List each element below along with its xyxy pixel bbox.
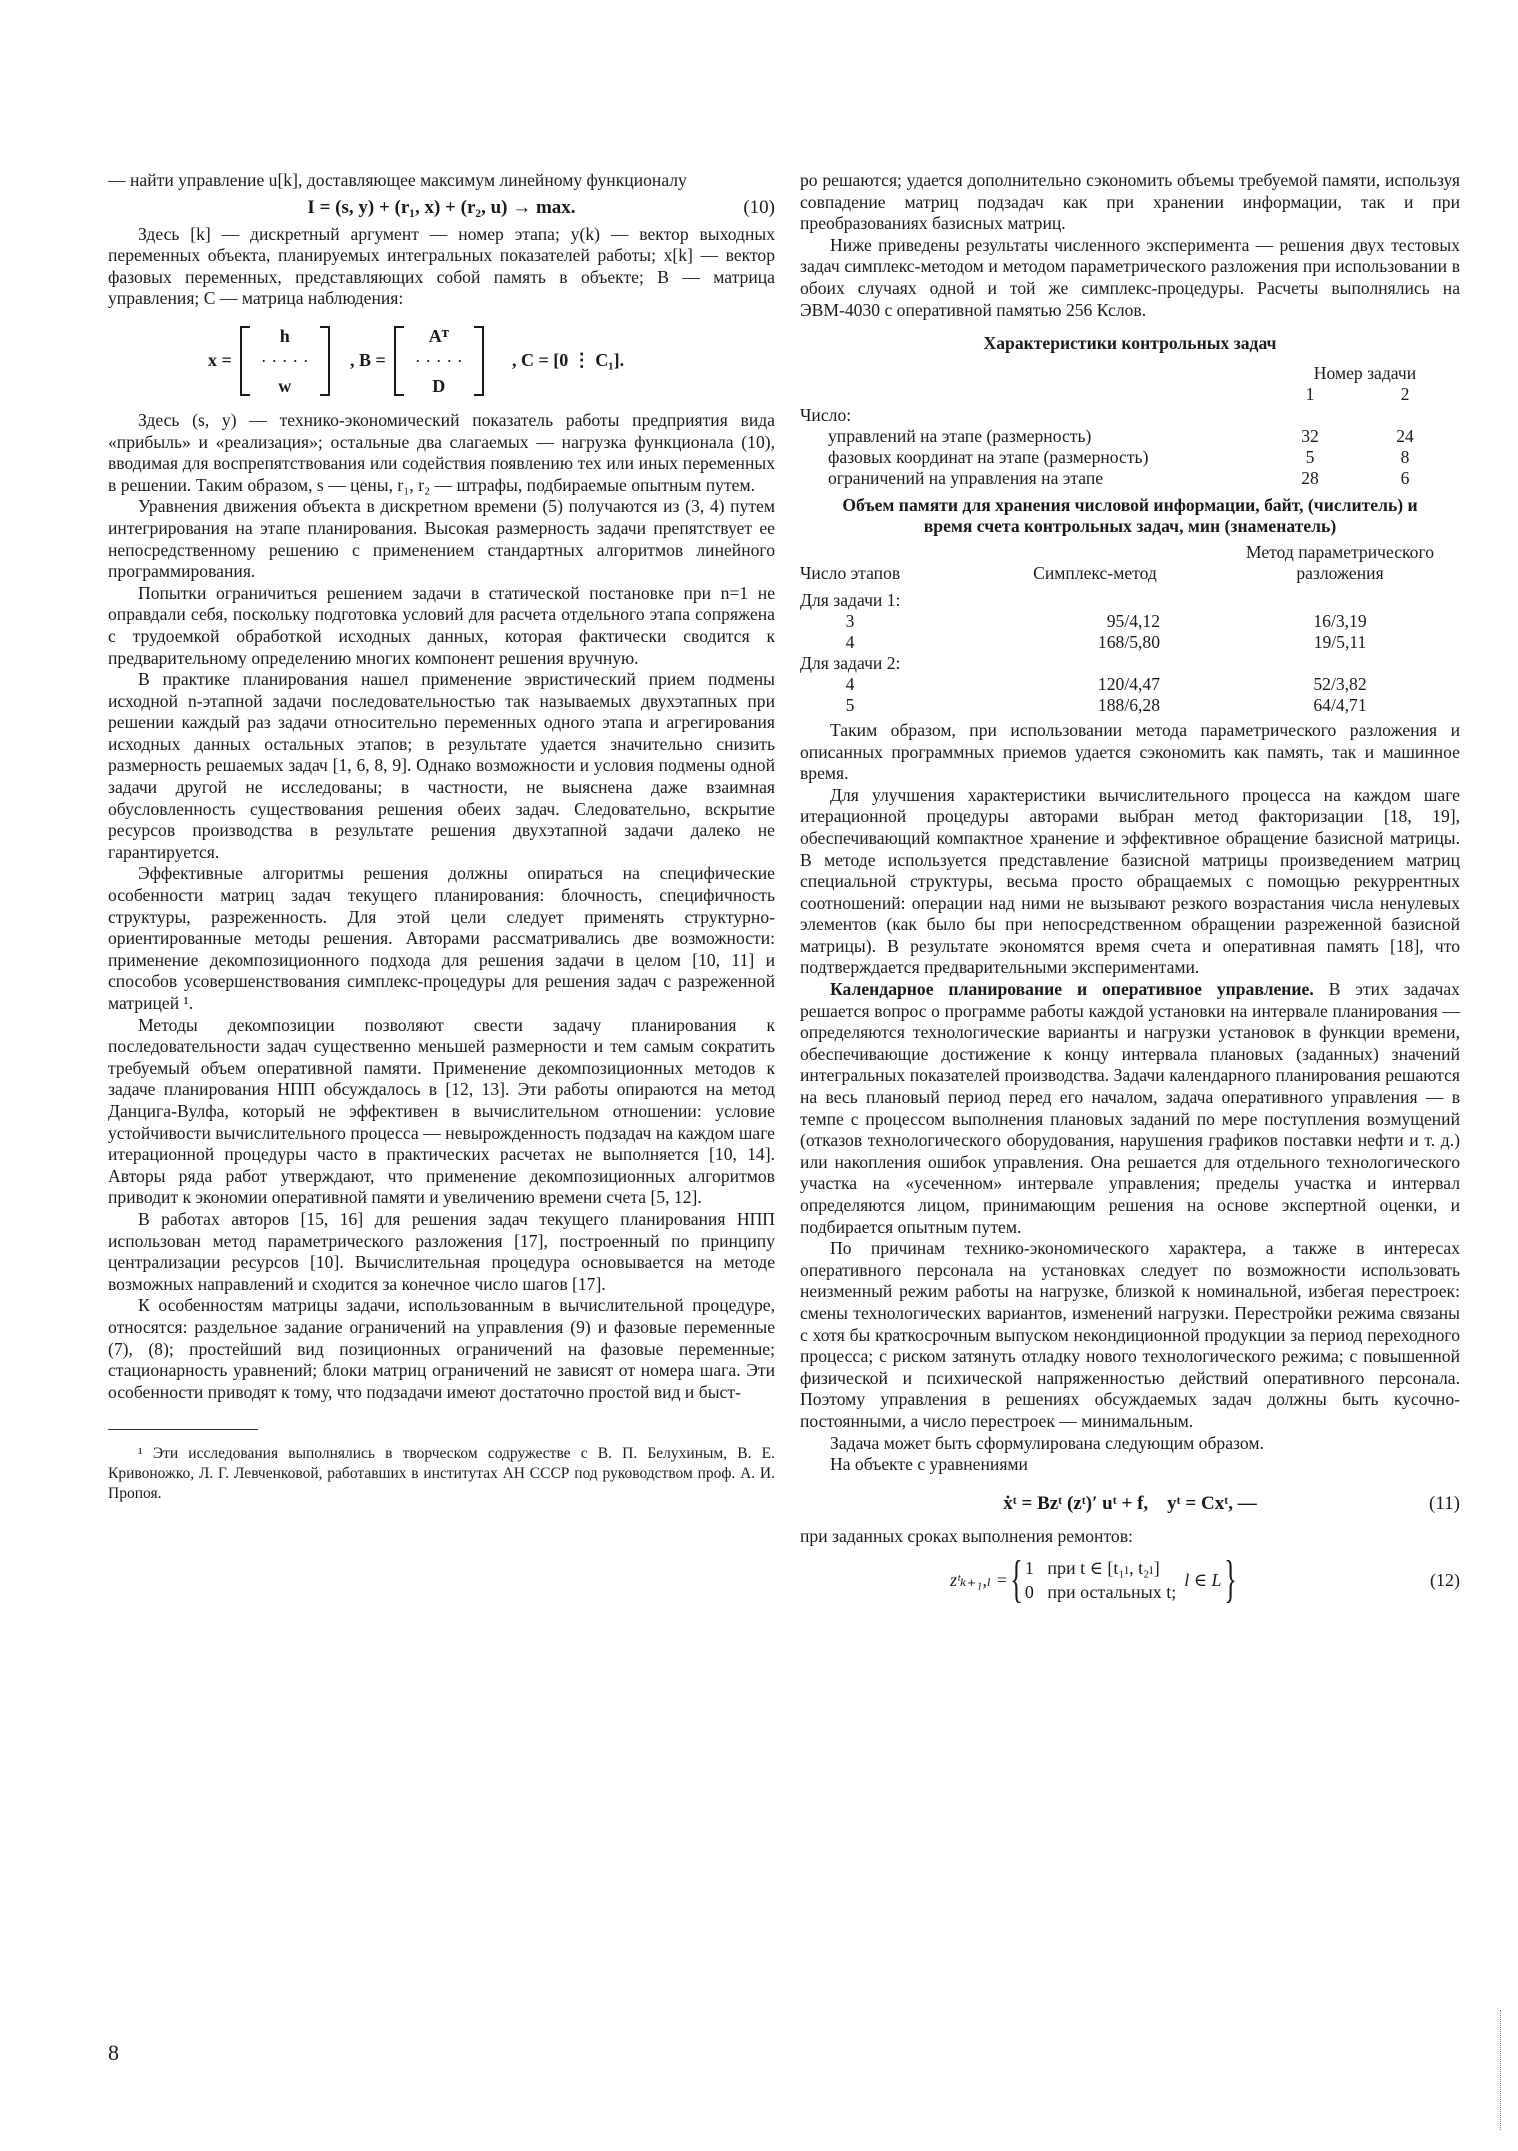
table-row	[800, 468, 1460, 489]
table-cell: 52/3,82	[1313, 673, 1367, 694]
table-cell: 120/4,47	[1097, 673, 1160, 694]
table-cell: 28	[1301, 467, 1319, 488]
table-characteristics	[800, 363, 1460, 489]
paragraph: В работах авторов [15, 16] для решения задач текущего планирования НПП использован метод параметрического разложения [17], построенный по принципу централизации ресурсов [10]. Вычислительная процедура основывается на методе возможных направлений и сходится за конечное число шагов [17].	[108, 1208, 775, 1294]
equation-11-number: (11)	[1429, 1492, 1460, 1514]
equation-10-number: (10)	[743, 196, 775, 218]
bracket-left	[394, 326, 404, 396]
paragraph: Ниже приведены результаты численного эксперимента — решения двух тестовых задач симплекс-методом и методом параметрического разложения при использовании в обоих случаях одной и той же симплекс-процедуры. Расчеты выполнялись на ЭВМ-4030 с оперативной памятью 256 Кслов.	[800, 234, 1460, 320]
equation-12-number: (12)	[1430, 1570, 1460, 1591]
footnote-divider	[108, 1429, 258, 1430]
section-heading: Календарное планирование и оперативное управление.	[830, 979, 1314, 1000]
matrix-c-expr: , C = [0 ⋮ C₁].	[512, 350, 625, 371]
scan-edge-artifact	[1500, 2010, 1502, 2130]
paragraph: Здесь [k] — дискретный аргумент — номер этапа; y(k) — вектор выходных переменных объекта, планируемых интегральных показателей работы; x[k] — вектор фазовых переменных, представляющих собой память в объекте; B — матрица управления; C — матрица наблюдения:	[108, 223, 775, 309]
matrix-x-bottom: w	[278, 375, 292, 396]
matrix-x-dots: · · · · ·	[260, 350, 309, 371]
table-row	[800, 695, 1460, 716]
equation-11	[800, 1482, 1460, 1526]
table-cell: 3	[845, 610, 855, 631]
table2-head-simplex: Симплекс-метод	[1033, 562, 1157, 583]
table1-header: Номер задачи	[1313, 362, 1417, 383]
table-cell: 4	[845, 631, 855, 652]
matrix-b-top: Aᵀ	[428, 325, 449, 346]
matrix-definitions	[108, 322, 775, 400]
equation-11-body: ẋᵗ = Bzᵗ (zᵗ)′ uᵗ + f, yᵗ = Cxᵗ, —	[1003, 1492, 1257, 1514]
equation-10	[108, 192, 775, 224]
paragraph: По причинам технико-экономического характера, а также в интересах оперативного персонала на установках следует по возможности использовать неизменный режим работы на нагрузке, близкой к номинальной, избегая перестроек: смены технологических вариантов, изменений нагрузки. Перестройки режима связаны с хотя бы краткосрочным выпуском некондиционной продукции за период переходного процесса; с риском затянуть отладку нового технологического режима; с повышенной физической и психической напряженностью действий оперативного персонала. Поэтому управления в решениях обсуждаемых задач должны быть кусочно-постоянными, а число перестроек — минимальным.	[800, 1238, 1460, 1431]
equation-12-cases	[1025, 1556, 1176, 1604]
equation-12-condition: l ∈ L	[1184, 1569, 1222, 1590]
table-cell: 5	[845, 694, 855, 715]
matrix-x-stack	[250, 326, 320, 396]
table-cell: 19/5,11	[1313, 631, 1367, 652]
matrix-x-top: h	[279, 325, 290, 346]
table-cell: 5	[1305, 446, 1315, 467]
table-cell: 6	[1400, 467, 1410, 488]
table-cell: 188/6,28	[1097, 694, 1160, 715]
table-row	[800, 405, 1460, 426]
equation-12-case-0: 0 при остальных t;	[1024, 1582, 1177, 1603]
table-cell: 24	[1396, 425, 1414, 446]
table2-group-label: Для задачи 1:	[800, 589, 901, 610]
matrix-b-stack	[404, 326, 474, 396]
paragraph: Уравнения движения объекта в дискретном времени (5) получаются из (3, 4) путем интегрирования на этапе планирования. Высокая размерность задачи препятствует ее непосредственному решению с применением стандартных алгоритмов линейного программирования.	[108, 496, 775, 582]
matrix-x-label: x =	[208, 350, 232, 371]
table-cell: 4	[845, 673, 855, 694]
table-row	[800, 426, 1460, 447]
paragraph: при заданных сроках выполнения ремонтов:	[800, 1525, 1133, 1546]
paragraph: К особенностям матрицы задачи, использованным в вычислительной процедуре, относятся: раздельное задание ограничений на управления (9) и фазовые переменные (7), (8); простейший вид позиционных ограничений на фазовые переменные; стационарность уравнений; блоки матриц ограничений не зависят от номера шага. Эти особенности приводят к тому, что подзадачи имеют достаточно простой вид и быст-	[108, 1295, 775, 1402]
left-brace: {	[1010, 1551, 1023, 1609]
paragraph: Здесь (s, y) — технико-экономический показатель работы предприятия вида «прибыль» и «реализация»; остальные два слагаемых — нагрузка функционала (10), вводимая для воспрепятствования или содействия появлению тех или иных переменных в решении. Таким образом, s — цены, r₁, r₂ — штрафы, подбираемые опытным путем.	[108, 409, 775, 495]
table-row	[800, 584, 1460, 611]
matrix-b-bottom: D	[432, 375, 446, 396]
table-cell: 32	[1301, 425, 1319, 446]
paragraph: — найти управление u[k], доставляющее максимум линейному функционалу	[108, 170, 687, 190]
table1-col1: 1	[1305, 383, 1315, 404]
table-row	[800, 674, 1460, 695]
bracket-right	[320, 326, 330, 396]
table1-col2: 2	[1400, 383, 1410, 404]
matrix-c	[512, 322, 624, 400]
matrix-b-dots: · · · · ·	[414, 350, 463, 371]
table2-caption: Объем памяти для хранения числовой информации, байт, (числитель) и время счета контрольных задач, мин (знаменатель)	[842, 494, 1418, 537]
table-cell-label: фазовых координат на этапе (размерность)	[828, 446, 1149, 467]
right-brace: }	[1223, 1551, 1237, 1609]
section-text: В этих задачах решается вопрос о программе работы каждой установки на интервале планирования — определяются технологические варианты и нагрузки установок в функции времени, обеспечивающие достижение к концу интервала плановых (заданных) значений интегральных показателей производства. Задачи календарного планирования решаются на весь плановый период перед его началом, задача оперативного управления — в темпе с процессом выполнения плановых заданий по мере поступления возмущений (отказов технологического оборудования, нарушения графиков поставки нефти и т. д.) или накопления ошибок управления. Она решается для отдельного технологического участка на «усеченном» интервале управления; пределы участка и интервал определяются лицом, принимающим решения на основе экспертной оценки, и подбирается опытным путем.	[800, 979, 1460, 1237]
table-row	[800, 447, 1460, 468]
paragraph: На объекте с уравнениями	[830, 1454, 1028, 1475]
paragraph-section	[800, 979, 1460, 1238]
table2-head-param: Метод параметрического разложения	[1245, 541, 1435, 583]
equation-12	[800, 1551, 1460, 1609]
table-cell: 8	[1400, 446, 1410, 467]
matrix-b	[350, 322, 484, 400]
table2-head-stages: Число этапов	[800, 562, 901, 583]
table-header-row	[800, 384, 1460, 405]
table-cell: 95/4,12	[1106, 610, 1160, 631]
table1-group: Число:	[800, 404, 852, 425]
equation-12-body	[950, 1551, 1239, 1609]
table-row	[800, 632, 1460, 653]
matrix-x	[208, 322, 330, 400]
table2-group-label: Для задачи 2:	[800, 652, 901, 673]
right-column	[800, 170, 1460, 1609]
paragraph: Задача может быть сформулирована следующим образом.	[830, 1432, 1264, 1453]
table-cell: 64/4,71	[1313, 694, 1367, 715]
footnote: ¹ Эти исследования выполнялись в творческом содружестве с В. П. Белухиным, В. Е. Кривоножко, Л. Г. Левченковой, работавших в институтах АН СССР под руководством проф. А. И. Пропоя.	[108, 1445, 775, 1503]
table-memory-time	[800, 542, 1460, 716]
paragraph: Эффективные алгоритмы решения должны опираться на специфические особенности матриц задач текущего планирования: блочность, специфичность структуры, разреженность. Для этой цели следует применять структурно-ориентированные методы решения. Авторами рассматривались две возможности: применение декомпозиционного подхода для решения задачи в целом [10, 11] и способов усовершенствования симплекс-процедуры для решения задач с разреженной матрицей ¹.	[108, 863, 775, 1013]
table-row	[800, 653, 1460, 674]
table-cell-label: управлений на этапе (размерность)	[828, 425, 1092, 446]
matrix-b-label: , B =	[350, 350, 386, 371]
paragraph: Для улучшения характеристики вычислительного процесса на каждом шаге итерационной процедуры авторами выбран метод факторизации [18, 19], обеспечивающий компактное хранение и эффективное обращение базисной матрицы. В методе используется представление базисной матрицы произведением матриц специальной структуры, весьма просто обращаемых с помощью рекуррентных соотношений: операции над ними не вызывают резкого возрастания числа ненулевых элементов (как было бы при непосредственном обращении разреженной базисной матрицы). В результате экономятся время счета и оперативная память [18], что подтверждается предварительными экспериментами.	[800, 784, 1460, 978]
table-header-row	[800, 363, 1460, 384]
table1-caption: Характеристики контрольных задач	[983, 333, 1277, 354]
page-number: 8	[108, 2040, 119, 2065]
paragraph: Попытки ограничиться решением задачи в статической постановке при n=1 не оправдали себя, поскольку подготовка условий для расчета отдельного этапа сопряжена с трудоемкой обработкой исходных данных, которая фактически сводится к предварительному определению многих компонент решения вручную.	[108, 582, 775, 668]
table-header-row	[800, 542, 1460, 584]
paragraph: ро решаются; удается дополнительно сэкономить объемы требуемой памяти, используя совпадение матриц подзадач как при хранении информации, так и при преобразованиях базисных матриц.	[800, 170, 1460, 234]
table-cell-label: ограничений на управления на этапе	[828, 467, 1104, 488]
paragraph: Методы декомпозиции позволяют свести задачу планирования к последовательности задач существенно меньшей размерности и тем самым сократить требуемый объем оперативной памяти. Применение декомпозиционных методов к задаче планирования НПП обсуждалось в [12, 13]. Эти работы опираются на метод Данцига-Вулфа, который не эффективен в вычислительном отношении: условие устойчивости вычислительного процесса — невырожденность подзадач на каждом шаге итерационной процедуры часто в практических расчетах не выполняется [10, 14]. Авторы ряда работ утверждают, что применение декомпозиционных алгоритмов приводит к экономии оперативной памяти и увеличению времени счета [5, 12].	[108, 1014, 775, 1208]
table-cell: 16/3,19	[1313, 610, 1367, 631]
left-column	[108, 170, 775, 1504]
equation-12-lhs: zᵗₖ₊₁,ₗ =	[950, 1569, 1008, 1590]
table-cell: 168/5,80	[1097, 631, 1160, 652]
bracket-right	[474, 326, 484, 396]
paragraph: В практике планирования нашел применение эвристический прием подмены исходной n-этапной задачи последовательностью так называемых двухэтапных при решении каждый раз задачи относительно переменных одного этапа и агрегирования исходных данных остальных этапов; в результате удается значительно снизить размерность решаемых задач [1, 6, 8, 9]. Однако возможности и условия подмены одной задачи другой не исследованы; в частности, не выяснена даже взаимная обусловленность существования решения обеих задач. Следовательно, вскрытие ресурсов производства в результате решения двухэтапной задачи далеко не гарантируется.	[108, 669, 775, 862]
table-row	[800, 611, 1460, 632]
equation-12-case-1: 1 при t ∈ [t₁ₗ, t₂ₗ]	[1024, 1558, 1160, 1579]
bracket-left	[240, 326, 250, 396]
paragraph: Таким образом, при использовании метода параметрического разложения и описанных программных приемов удается сэкономить как память, так и машинное время.	[800, 719, 1460, 784]
equation-10-body: I = (s, y) + (r₁, x) + (r₂, u) → max.	[307, 196, 576, 218]
